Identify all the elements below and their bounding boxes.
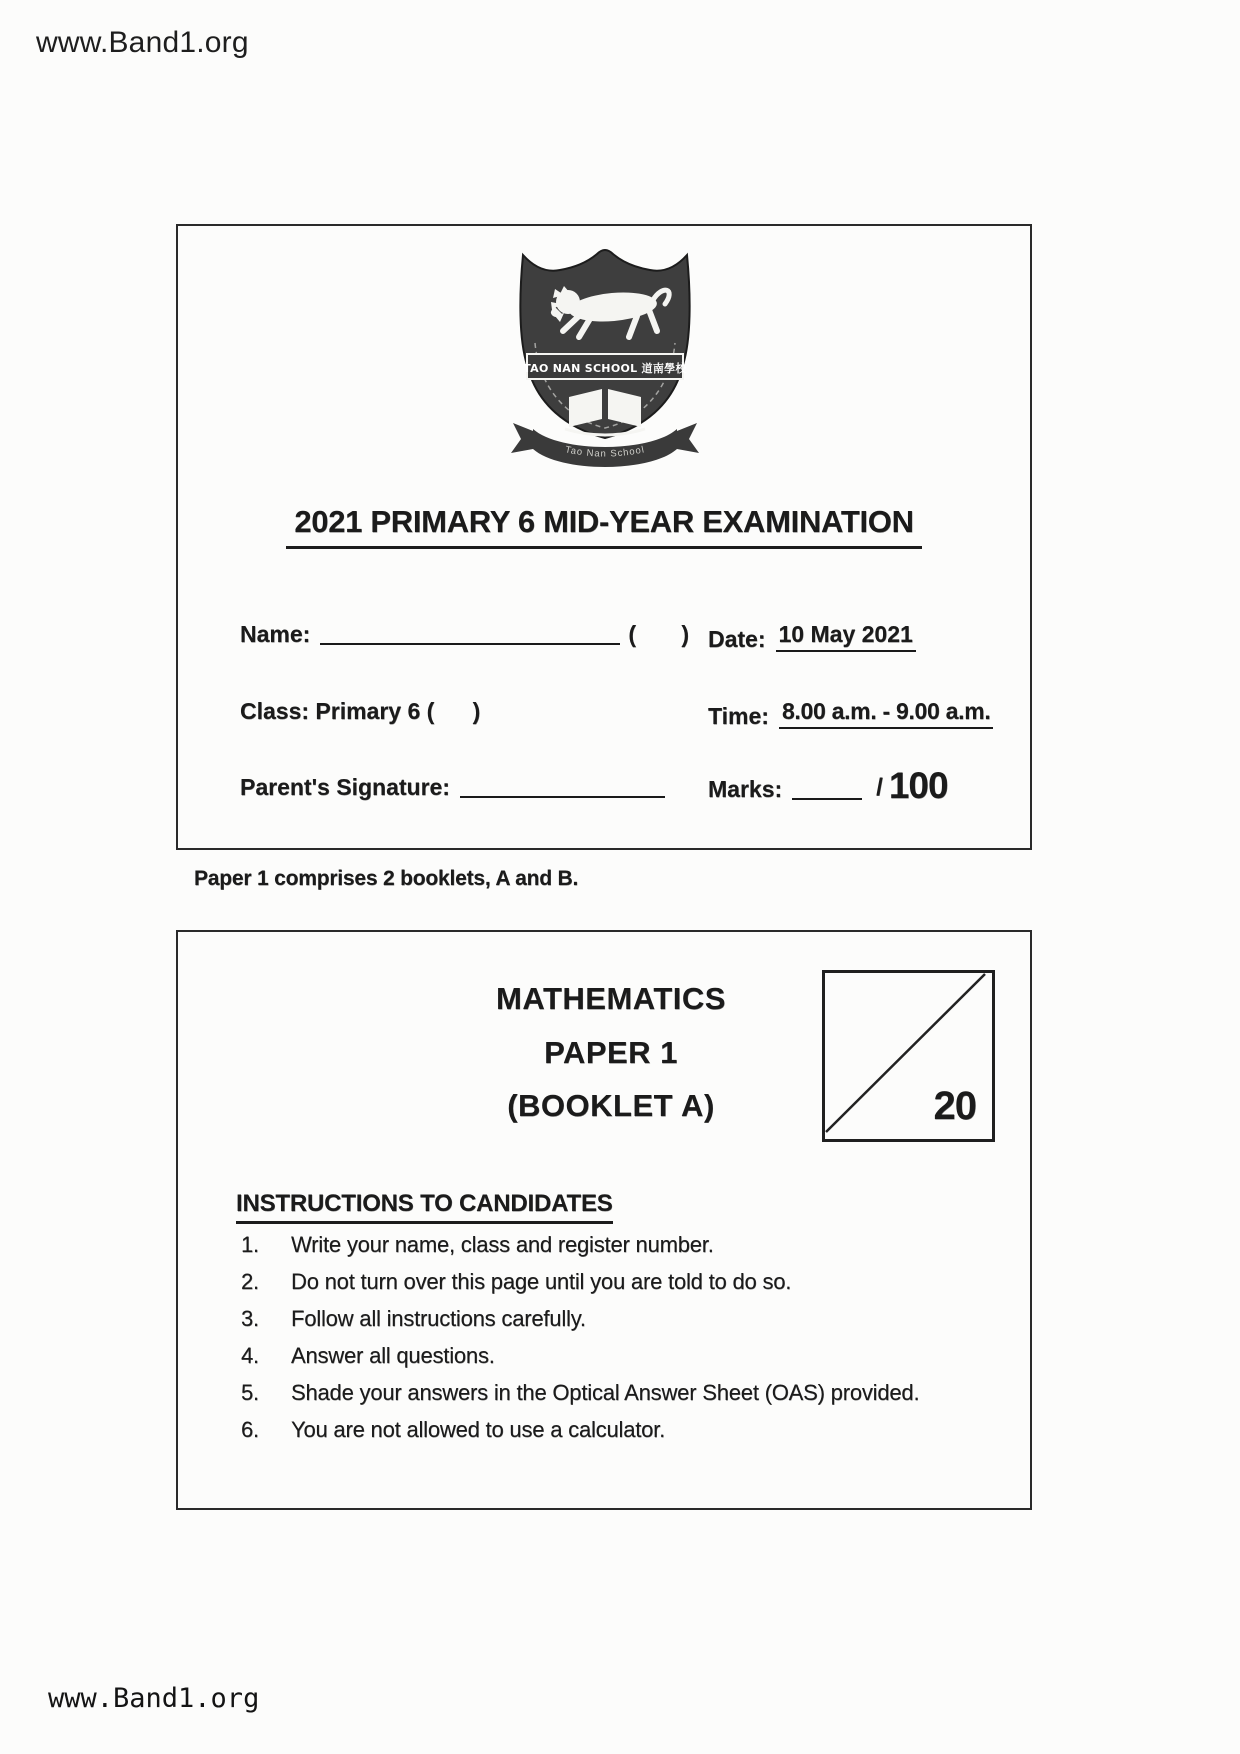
- booklet-cover-card: [176, 930, 1032, 1510]
- instruction-item: [241, 1270, 990, 1293]
- footer-watermark: www.Band1.org: [48, 1683, 260, 1714]
- time-label: Time:: [708, 703, 769, 729]
- name-register-parens: ( ): [628, 621, 690, 647]
- crest-banner: [523, 354, 687, 379]
- paper-note: Paper 1 comprises 2 booklets, A and B.: [194, 867, 579, 890]
- svg-text:Tao Nan School: [564, 444, 646, 459]
- instruction-item: [241, 1418, 990, 1441]
- booklet-title: (BOOKLET A): [507, 1088, 715, 1123]
- exam-header-card: [176, 224, 1032, 850]
- exam-title-row: [178, 504, 1030, 549]
- instructions-list: [241, 1233, 990, 1455]
- instruction-number: 4.: [241, 1343, 259, 1368]
- instruction-text: You are not allowed to use a calculator.: [291, 1417, 666, 1442]
- signature-blank-line: [460, 792, 665, 798]
- paper-title: PAPER 1: [544, 1035, 678, 1070]
- instruction-item: [241, 1233, 990, 1256]
- marks-field-row: [708, 765, 948, 806]
- instruction-item: [241, 1381, 990, 1404]
- instruction-item: [241, 1344, 990, 1367]
- school-crest-logo: [505, 246, 705, 476]
- class-label: Class: Primary 6 ( ): [240, 698, 481, 724]
- signature-label: Parent's Signature:: [240, 774, 450, 800]
- instruction-number: 6.: [241, 1417, 259, 1442]
- name-field-row: [240, 622, 690, 647]
- date-field-row: [708, 622, 916, 652]
- instruction-text: Shade your answers in the Optical Answer Sheet (OAS) provided.: [291, 1380, 920, 1405]
- instruction-text: Answer all questions.: [291, 1343, 495, 1368]
- class-field-row: [240, 699, 480, 724]
- instruction-text: Follow all instructions carefully.: [291, 1306, 586, 1331]
- signature-field-row: [240, 775, 673, 800]
- time-field-row: [708, 699, 993, 729]
- crest-banner-text: TAO NAN SCHOOL 道南學校: [523, 362, 687, 375]
- score-box: [822, 970, 995, 1142]
- name-label: Name:: [240, 621, 311, 647]
- marks-total: 100: [888, 765, 948, 806]
- instruction-number: 1.: [241, 1232, 259, 1257]
- instruction-number: 2.: [241, 1269, 259, 1294]
- marks-divider: /: [876, 773, 883, 801]
- name-blank-line: [320, 639, 620, 645]
- date-value: 10 May 2021: [776, 622, 916, 652]
- marks-label: Marks:: [708, 776, 783, 802]
- shield-icon: [520, 250, 689, 438]
- marks-blank-line: [792, 794, 862, 800]
- score-total: 20: [933, 1084, 976, 1128]
- instruction-text: Write your name, class and register number.: [291, 1232, 714, 1257]
- instruction-number: 5.: [241, 1380, 259, 1405]
- crest-ribbon-text: Tao Nan School: [564, 444, 646, 460]
- instruction-item: [241, 1307, 990, 1330]
- instruction-number: 3.: [241, 1306, 259, 1331]
- header-watermark: www.Band1.org: [36, 26, 249, 59]
- subject-title: MATHEMATICS: [496, 981, 726, 1016]
- exam-title: 2021 PRIMARY 6 MID-YEAR EXAMINATION: [286, 504, 921, 549]
- date-label: Date:: [708, 626, 766, 652]
- instruction-text: Do not turn over this page until you are told to do so.: [291, 1269, 792, 1294]
- instructions-heading: INSTRUCTIONS TO CANDIDATES: [236, 1190, 613, 1224]
- time-value: 8.00 a.m. - 9.00 a.m.: [779, 699, 994, 729]
